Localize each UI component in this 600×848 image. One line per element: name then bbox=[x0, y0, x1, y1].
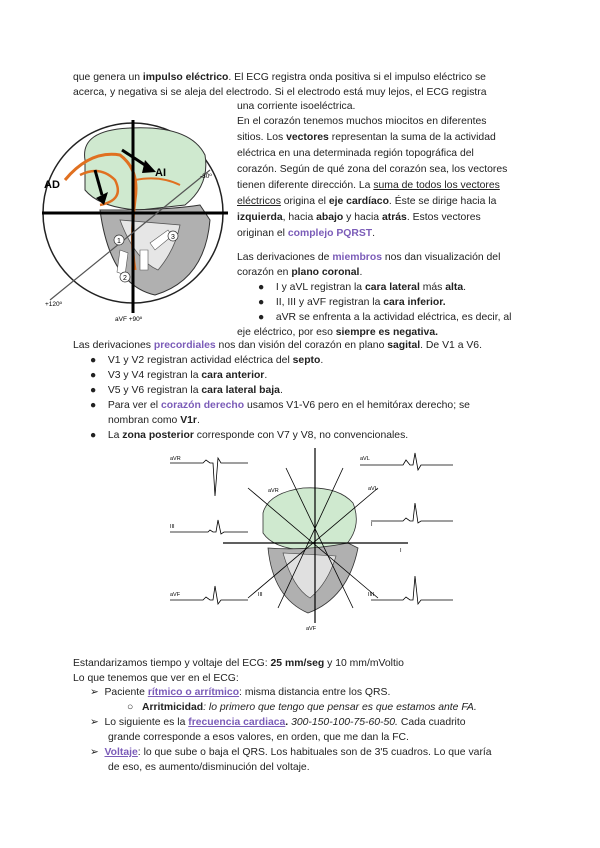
trace-label-ii: II bbox=[371, 592, 375, 598]
axis-label-i: I bbox=[400, 548, 402, 554]
arrow-item-3-cont: de eso, es aumento/disminución del voltaje. bbox=[108, 762, 310, 773]
limb-bullet-3: ● aVR se enfrenta a la actividad eléctrica, es decir, al bbox=[258, 312, 512, 323]
precordial-bullet-3: ● V5 y V6 registran la cara lateral baja. bbox=[90, 385, 283, 396]
axis-label-avl: aVL bbox=[368, 486, 378, 492]
ecg-trace-avl bbox=[360, 453, 453, 470]
ecg-trace-iii bbox=[170, 520, 248, 534]
limb-bullet-1: ● I y aVL registran la cara lateral más alta. bbox=[258, 282, 467, 293]
precordial-intro: Las derivaciones precordiales nos dan visión del corazón en plano sagital. De V1 a V6. bbox=[73, 340, 482, 351]
vectors-line-3: eléctrica en una determinada región topográfica del bbox=[237, 148, 474, 159]
label-plus-120: +120º bbox=[45, 301, 63, 308]
limb-leads-line-2: corazón en plano coronal. bbox=[237, 267, 363, 278]
label-3: 3 bbox=[171, 234, 175, 241]
precordial-bullet-4: ● Para ver el corazón derecho usamos V1-V6 pero en el hemitórax derecho; se bbox=[90, 400, 470, 411]
arrow-item-2: ➢ Lo siguiente es la frecuencia cardiaca. 300-150-100-75-60-50. Cada cuadrito bbox=[90, 717, 466, 728]
label-avf-90: aVF +90º bbox=[115, 316, 143, 323]
axis-label-ii: II bbox=[368, 592, 372, 598]
axis-label-avr: aVR bbox=[268, 488, 279, 494]
vectors-line-8: originan el complejo PQRST. bbox=[237, 228, 376, 239]
vectors-line-5: tienen diferente dirección. La suma de todos los vectores bbox=[237, 180, 500, 191]
intro-line-1: que genera un impulso eléctrico. El ECG registra onda positiva si el impulso eléctrico se bbox=[73, 72, 486, 83]
limb-bullet-2: ● II, III y aVF registran la cara inferior. bbox=[258, 297, 446, 308]
ecg-trace-avr bbox=[170, 458, 248, 496]
label-ad: AD bbox=[44, 179, 60, 191]
trace-label-avf: aVF bbox=[170, 592, 181, 598]
axis-label-iii: III bbox=[258, 592, 263, 598]
limb-leads-line-1: Las derivaciones de miembros nos dan visualización del bbox=[237, 252, 501, 263]
axis-label-avf: aVF bbox=[306, 626, 317, 632]
label-2: 2 bbox=[123, 275, 127, 282]
vectors-line-6: eléctricos origina el eje cardíaco. Éste se dirige hacia la bbox=[237, 196, 497, 207]
intro-line-2: acerca, y negativa si se aleja del electrodo. Si el electrodo está muy lejos, el ECG registra bbox=[73, 87, 487, 98]
label-minus-30: -30º bbox=[200, 173, 212, 180]
label-1: 1 bbox=[117, 238, 121, 245]
precordial-bullet-2: ● V3 y V4 registran la cara anterior. bbox=[90, 370, 268, 381]
trace-label-avl: aVL bbox=[360, 456, 370, 462]
label-ai: AI bbox=[155, 167, 166, 179]
ecg-trace-avf bbox=[170, 586, 248, 604]
precordial-bullet-5: ● La zona posterior corresponde con V7 y V8, no convencionales. bbox=[90, 430, 409, 441]
arrow-item-3: ➢ Voltaje: lo que sube o baja el QRS. Los habituales son de 3'5 cuadros. Lo que varía bbox=[90, 747, 492, 758]
arrow-item-2-cont: grande corresponde a esos valores, en orden, que me dan la FC. bbox=[108, 732, 409, 743]
heart-conduction-figure bbox=[40, 110, 235, 325]
ecg-trace-i bbox=[371, 503, 453, 523]
precordial-bullet-1: ● V1 y V2 registran actividad eléctrica del septo. bbox=[90, 355, 324, 366]
limb-bullet-3-cont: eje eléctrico, por eso siempre es negativa. bbox=[237, 327, 438, 338]
hexaxial-leads-figure bbox=[168, 448, 458, 638]
trace-label-iii: III bbox=[170, 524, 175, 530]
vectors-line-2: sitios. Los vectores representan la suma de la actividad bbox=[237, 132, 496, 143]
intro-line-3: una corriente isoeléctrica. bbox=[237, 101, 356, 112]
what-to-see-line: Lo que tenemos que ver en el ECG: bbox=[73, 673, 239, 684]
ecg-trace-ii bbox=[371, 576, 453, 604]
vectors-line-7: izquierda, hacia abajo y hacia atrás. Estos vectores bbox=[237, 212, 481, 223]
arrow-item-1: ➢ Paciente rítmico o arrítmico: misma distancia entre los QRS. bbox=[90, 687, 391, 698]
trace-label-i: I bbox=[371, 522, 373, 528]
circle-subitem-1: ○ Arritmicidad: lo primero que tengo que pensar es que estamos ante FA. bbox=[127, 702, 477, 713]
precordial-bullet-4-cont: nombran como V1r. bbox=[108, 415, 200, 426]
trace-label-avr: aVR bbox=[170, 456, 181, 462]
standardize-line: Estandarizamos tiempo y voltaje del ECG: 25 mm/seg y 10 mm/mVoltio bbox=[73, 658, 404, 669]
vectors-line-4: corazón. Según de qué zona del corazón sea, los vectores bbox=[237, 164, 508, 175]
vectors-line-1: En el corazón tenemos muchos miocitos en diferentes bbox=[237, 116, 487, 127]
